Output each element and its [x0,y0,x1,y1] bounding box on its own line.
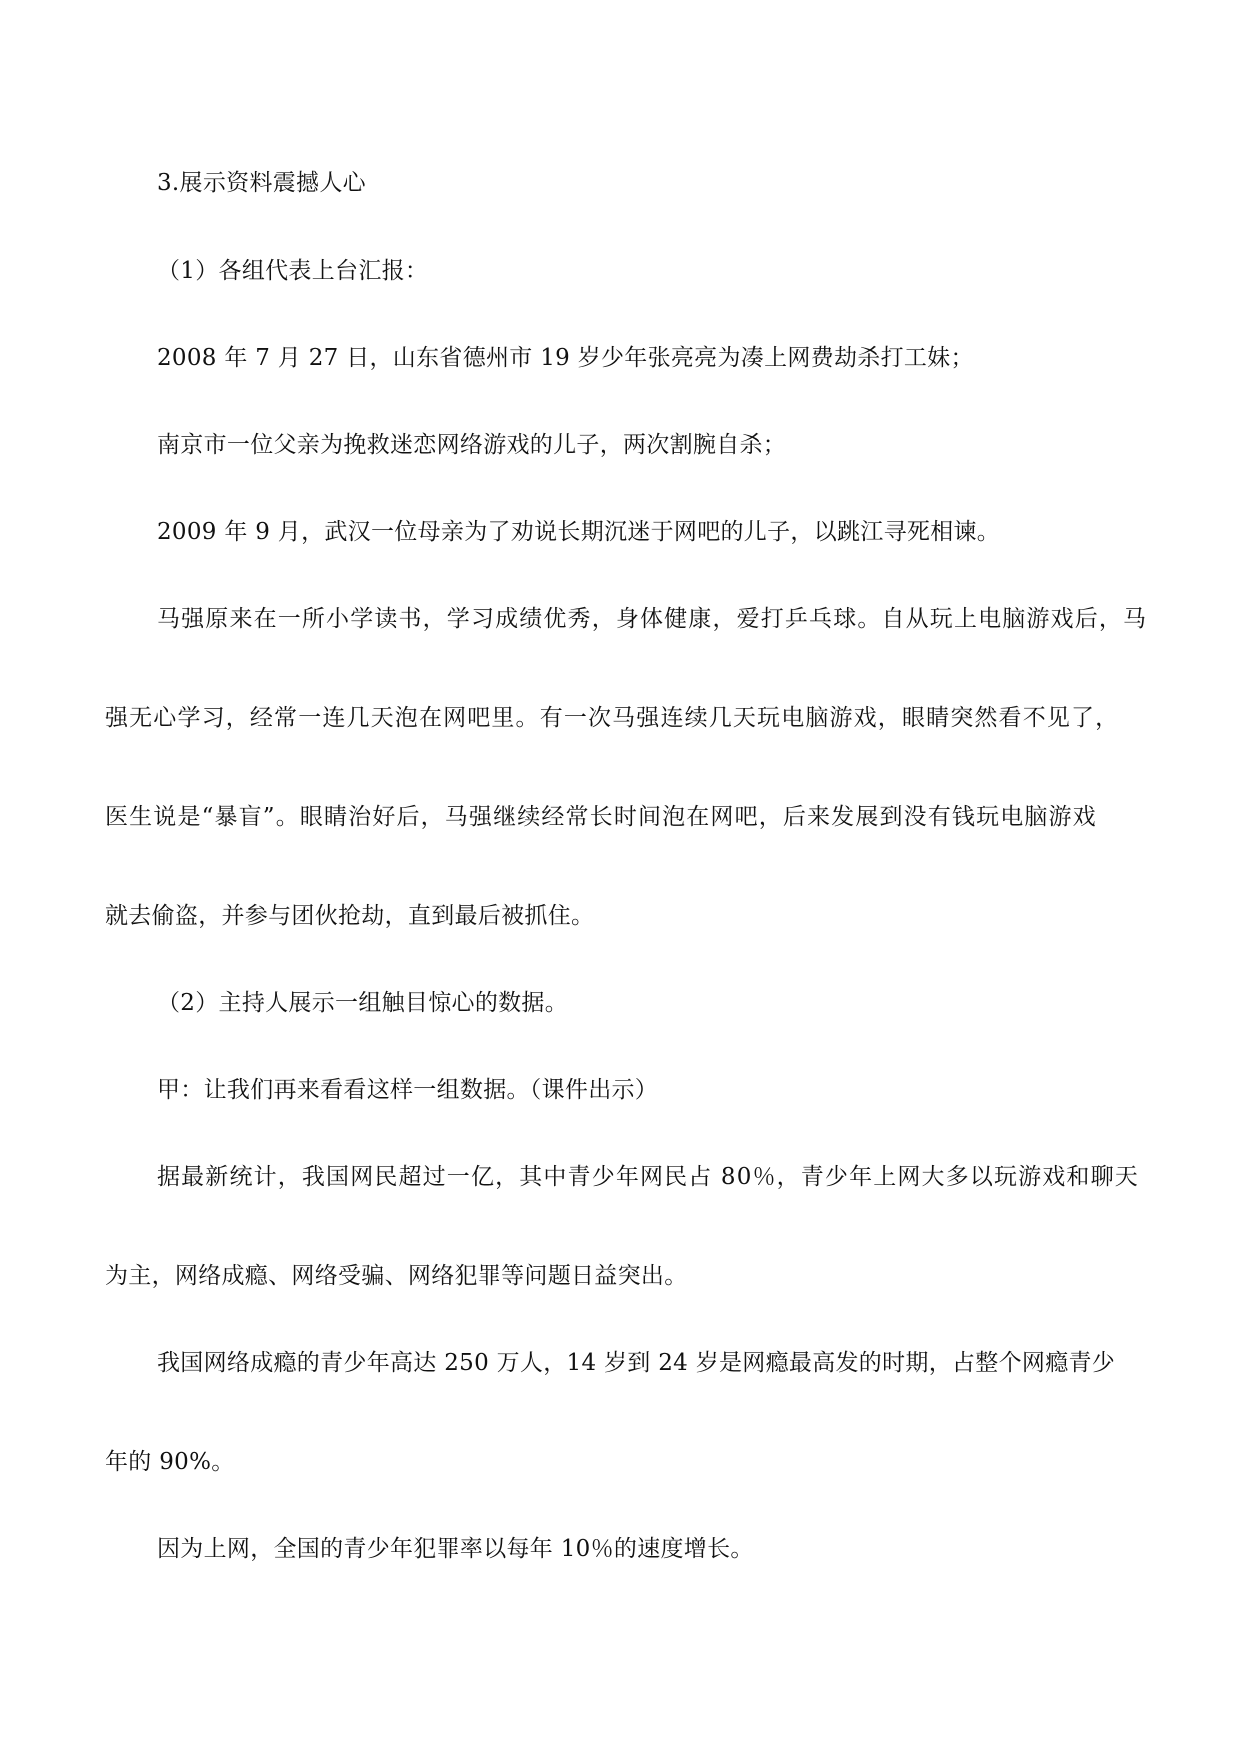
stat-1-line-1: 据最新统计，我国网民超过一亿，其中青少年网民占 80％，青少年上网大多以玩游戏和聊天 [157,1164,1139,1190]
case-2-paragraph: 南京市一位父亲为挽救迷恋网络游戏的儿子，两次割腕自杀； [157,432,787,458]
section-heading: 3.展示资料震撼人心 [157,170,366,196]
stat-2-line-1: 我国网络成瘾的青少年高达 250 万人，14 岁到 24 岁是网瘾最高发的时期，占整个网瘾青少 [157,1350,1116,1376]
stat-3-paragraph: 因为上网，全国的青少年犯罪率以每年 10％的速度增长。 [157,1536,754,1562]
story-line-3: 医生说是“暴盲”。眼睛治好后，马强继续经常长时间泡在网吧，后来发展到没有钱玩电脑游戏 [105,804,1097,830]
story-line-2: 强无心学习，经常一连几天泡在网吧里。有一次马强连续几天玩电脑游戏，眼睛突然看不见了， [105,705,1120,731]
host-line: 甲：让我们再来看看这样一组数据。（课件出示） [157,1077,659,1103]
item-1-title: （1）各组代表上台汇报： [157,258,429,284]
stat-2-line-2: 年的 90%。 [105,1449,235,1475]
item-2-title: （2）主持人展示一组触目惊心的数据。 [157,990,569,1016]
stat-1-line-2: 为主，网络成瘾、网络受骗、网络犯罪等问题日益突出。 [105,1263,688,1289]
story-line-4: 就去偷盗，并参与团伙抢劫，直到最后被抓住。 [105,903,595,929]
case-1-paragraph: 2008 年 7 月 27 日，山东省德州市 19 岁少年张亮亮为凑上网费劫杀打工妹； [157,345,974,371]
story-line-1: 马强原来在一所小学读书，学习成绩优秀，身体健康，爱打乒乓球。自从玩上电脑游戏后，马 [157,606,1148,632]
case-3-paragraph: 2009 年 9 月，武汉一位母亲为了劝说长期沉迷于网吧的儿子，以跳江寻死相谏。 [157,519,1001,545]
